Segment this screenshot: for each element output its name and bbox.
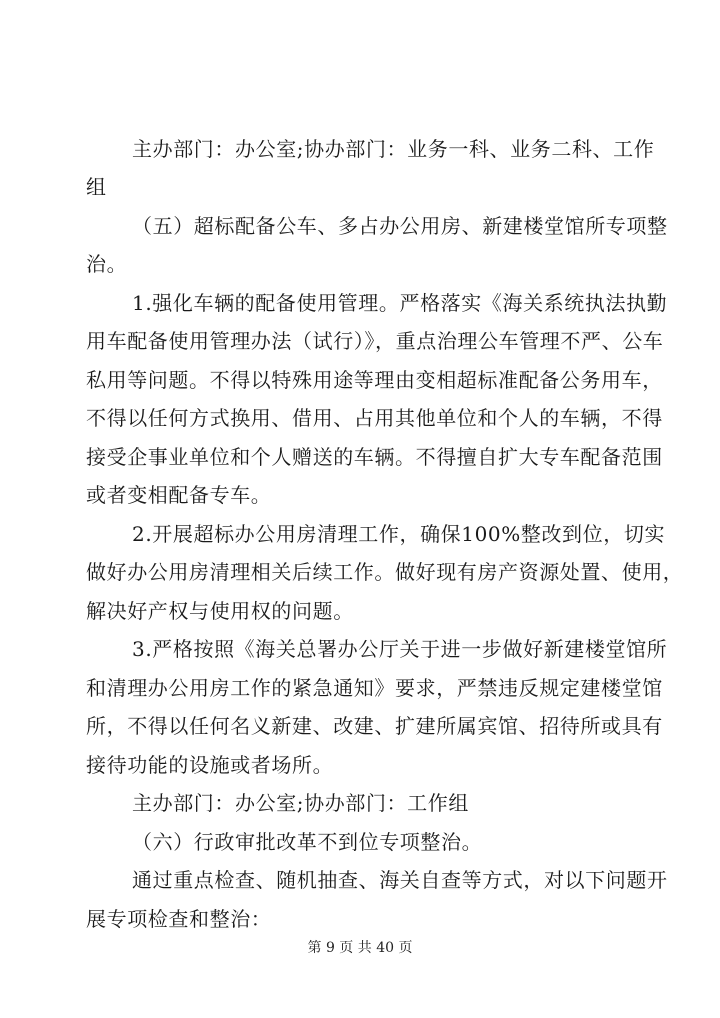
paragraph-line: 接受企事业单位和个人赠送的车辆。不得擅自扩大专车配备范围 <box>86 445 663 469</box>
paragraph-line: 做好办公用房清理相关后续工作。做好现有房产资源处置、使用， <box>86 560 684 584</box>
paragraph-line: 解决好产权与使用权的问题。 <box>86 599 354 623</box>
paragraph-line: 所，不得以任何名义新建、改建、扩建所属宾馆、招待所或具有 <box>86 714 663 738</box>
page-number-footer: 第 9 页 共 40 页 <box>307 940 413 956</box>
paragraph-line: 3.严格按照《海关总署办公厅关于进一步做好新建楼堂馆所 <box>132 637 668 661</box>
paragraph-line: 主办部门：办公室;协办部门：工作组 <box>132 791 469 815</box>
paragraph-line: 用车配备使用管理办法（试行）》，重点治理公车管理不严、公车 <box>86 329 664 353</box>
section-heading: （六）行政审批改革不到位专项整治。 <box>132 830 483 854</box>
paragraph-line: 主办部门：办公室;协办部门：业务一科、业务二科、工作 <box>132 137 655 161</box>
paragraph-line: 治。 <box>86 252 128 276</box>
paragraph-line: 和清理办公用房工作的紧急通知》要求，严禁违反规定建楼堂馆 <box>86 676 663 700</box>
paragraph-line: 接待功能的设施或者场所。 <box>86 753 334 777</box>
paragraph-line: 展专项检查和整治： <box>86 907 272 931</box>
paragraph-line: 私用等问题。不得以特殊用途等理由变相超标准配备公务用车， <box>86 368 663 392</box>
paragraph-line: 1.强化车辆的配备使用管理。严格落实《海关系统执法执勤 <box>132 291 668 315</box>
paragraph-line: 组 <box>86 175 107 199</box>
paragraph-line: 2.开展超标办公用房清理工作，确保100%整改到位，切实 <box>132 522 666 546</box>
section-heading: （五）超标配备公车、多占办公用房、新建楼堂馆所专项整 <box>132 214 668 238</box>
paragraph-line: 或者变相配备专车。 <box>86 483 272 507</box>
paragraph-line: 通过重点检查、随机抽查、海关自查等方式，对以下问题开 <box>132 868 668 892</box>
paragraph-line: 不得以任何方式换用、借用、占用其他单位和个人的车辆，不得 <box>86 406 663 430</box>
